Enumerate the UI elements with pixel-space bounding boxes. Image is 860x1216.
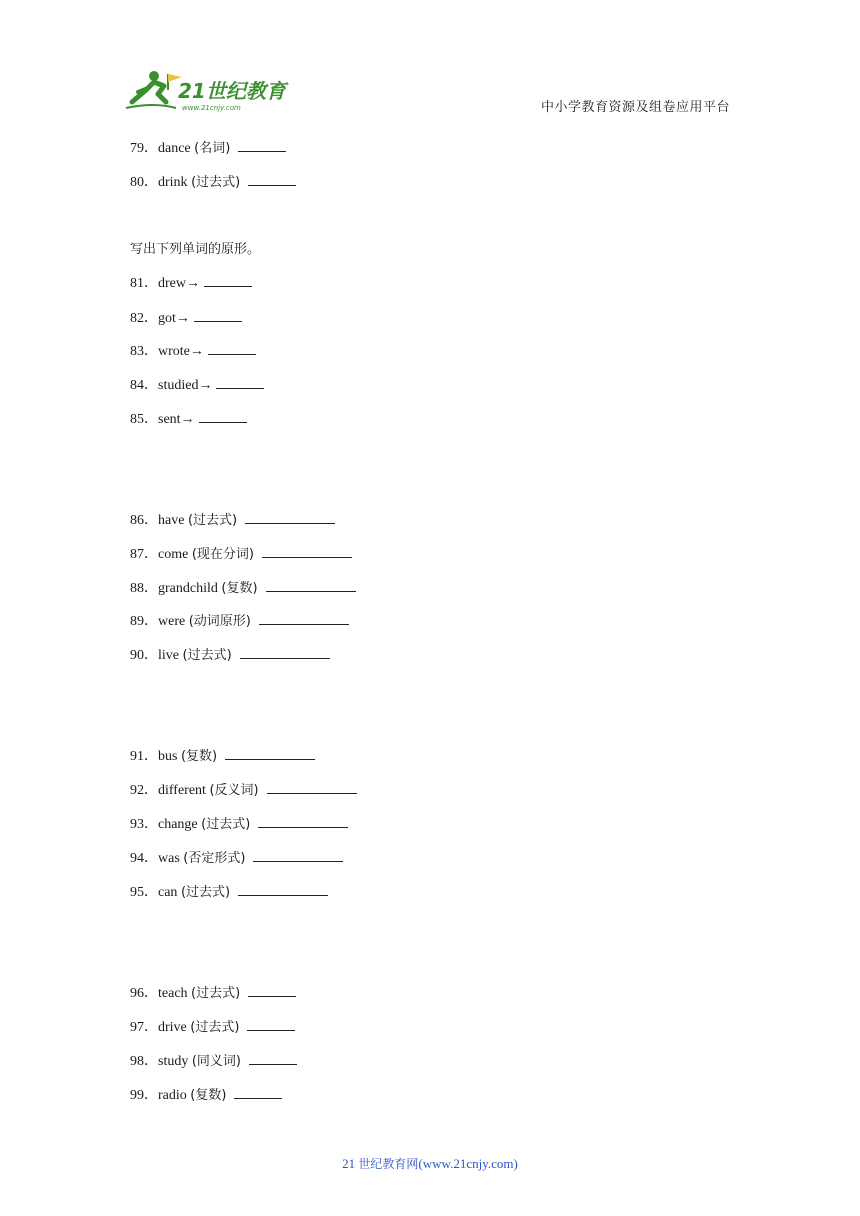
question-hint: (复数) (190, 1088, 227, 1103)
question-item (130, 1017, 295, 1037)
answer-blank[interactable] (259, 611, 349, 625)
answer-blank[interactable] (253, 848, 343, 862)
question-hint: (动词原形) (188, 614, 251, 629)
question-number: 83． (130, 344, 158, 359)
answer-blank[interactable] (225, 746, 315, 760)
question-hint: (反义词) (209, 783, 259, 798)
question-word: teach (158, 986, 188, 1001)
footer-url[interactable]: (www.21cnjy.com) (418, 1156, 518, 1171)
question-item (130, 814, 348, 834)
answer-blank[interactable] (194, 308, 242, 322)
answer-blank[interactable] (258, 814, 348, 828)
question-word: grandchild (158, 581, 218, 596)
question-word: come (158, 547, 189, 562)
question-number: 88． (130, 581, 158, 596)
runner-logo-icon (124, 68, 294, 114)
question-item (130, 983, 296, 1003)
question-number: 95． (130, 885, 158, 900)
question-item (130, 645, 330, 665)
question-item (130, 882, 328, 902)
answer-blank[interactable] (238, 138, 286, 152)
answer-blank[interactable] (208, 341, 256, 355)
question-word: drink (158, 175, 188, 190)
question-number: 94． (130, 851, 158, 866)
question-item (130, 308, 242, 328)
footer-site-name: 世纪教育网 (358, 1157, 419, 1171)
question-number: 80． (130, 175, 158, 190)
question-hint: (复数) (221, 581, 258, 596)
question-item (130, 273, 252, 293)
question-number: 85． (130, 412, 158, 427)
question-word: sent→ (158, 412, 195, 427)
question-number: 91． (130, 749, 158, 764)
question-word: dance (158, 141, 191, 156)
question-item (130, 1085, 282, 1105)
question-number: 84． (130, 378, 158, 393)
footer-prefix: 21 (342, 1156, 356, 1171)
site-logo (124, 68, 294, 114)
question-number: 89． (130, 614, 158, 629)
question-item (130, 578, 356, 598)
question-number: 81． (130, 276, 158, 291)
question-word: study (158, 1054, 189, 1069)
answer-blank[interactable] (248, 172, 296, 186)
question-word: radio (158, 1088, 187, 1103)
question-number: 96． (130, 986, 158, 1001)
question-item (130, 375, 264, 395)
question-word: different (158, 783, 206, 798)
question-item (130, 510, 335, 530)
question-number: 93． (130, 817, 158, 832)
question-word: was (158, 851, 180, 866)
question-hint: (现在分词) (191, 547, 254, 562)
question-word: change (158, 817, 198, 832)
question-item (130, 409, 247, 429)
section-instruction: 写出下列单词的原形。 (130, 242, 261, 257)
answer-blank[interactable] (248, 983, 296, 997)
answer-blank[interactable] (204, 273, 252, 287)
platform-tagline: 中小学教育资源及组卷应用平台 (540, 100, 730, 115)
question-hint: (名词) (194, 141, 231, 156)
logo-url: www.21cnjy.com (182, 104, 241, 112)
answer-blank[interactable] (247, 1017, 295, 1031)
question-item (130, 746, 315, 766)
question-word: got→ (158, 311, 190, 326)
question-number: 98． (130, 1054, 158, 1069)
question-item (130, 172, 296, 192)
answer-blank[interactable] (245, 510, 335, 524)
question-item (130, 848, 343, 868)
question-hint: (过去式) (187, 513, 238, 528)
answer-blank[interactable] (199, 409, 247, 423)
question-item (130, 341, 256, 361)
question-number: 90． (130, 648, 158, 663)
answer-blank[interactable] (267, 780, 357, 794)
question-word: drive (158, 1020, 187, 1035)
question-word: drew→ (158, 276, 200, 291)
question-hint: (复数) (180, 749, 218, 764)
question-item (130, 1051, 297, 1071)
question-word: live (158, 648, 179, 663)
question-word: have (158, 513, 185, 528)
question-number: 86． (130, 513, 158, 528)
question-number: 97． (130, 1020, 158, 1035)
question-hint: (过去式) (190, 1020, 240, 1035)
answer-blank[interactable] (240, 645, 330, 659)
question-number: 99． (130, 1088, 158, 1103)
logo-text: 21世纪教育 (178, 79, 286, 103)
question-word: studied→ (158, 378, 213, 393)
answer-blank[interactable] (266, 578, 356, 592)
question-item (130, 780, 357, 800)
question-number: 79． (130, 141, 158, 156)
question-word: can (158, 885, 178, 900)
question-hint: (同义词) (191, 1054, 241, 1069)
question-hint: (过去式) (191, 175, 241, 190)
question-number: 82． (130, 311, 158, 326)
answer-blank[interactable] (238, 882, 328, 896)
question-item (130, 611, 349, 631)
question-hint: (过去式) (182, 648, 232, 663)
question-hint: (过去式) (201, 817, 251, 832)
question-word: wrote→ (158, 344, 204, 359)
question-hint: (否定形式) (183, 851, 246, 866)
question-number: 92． (130, 783, 158, 798)
answer-blank[interactable] (262, 544, 352, 558)
question-item (130, 544, 352, 564)
question-number: 87． (130, 547, 158, 562)
answer-blank[interactable] (234, 1085, 282, 1099)
question-hint: (过去式) (191, 986, 241, 1001)
page-footer (0, 1155, 860, 1172)
question-hint: (过去式) (180, 885, 231, 900)
question-item (130, 138, 286, 158)
question-word: were (158, 614, 186, 629)
question-word: bus (158, 749, 178, 764)
answer-blank[interactable] (249, 1051, 297, 1065)
answer-blank[interactable] (216, 375, 264, 389)
